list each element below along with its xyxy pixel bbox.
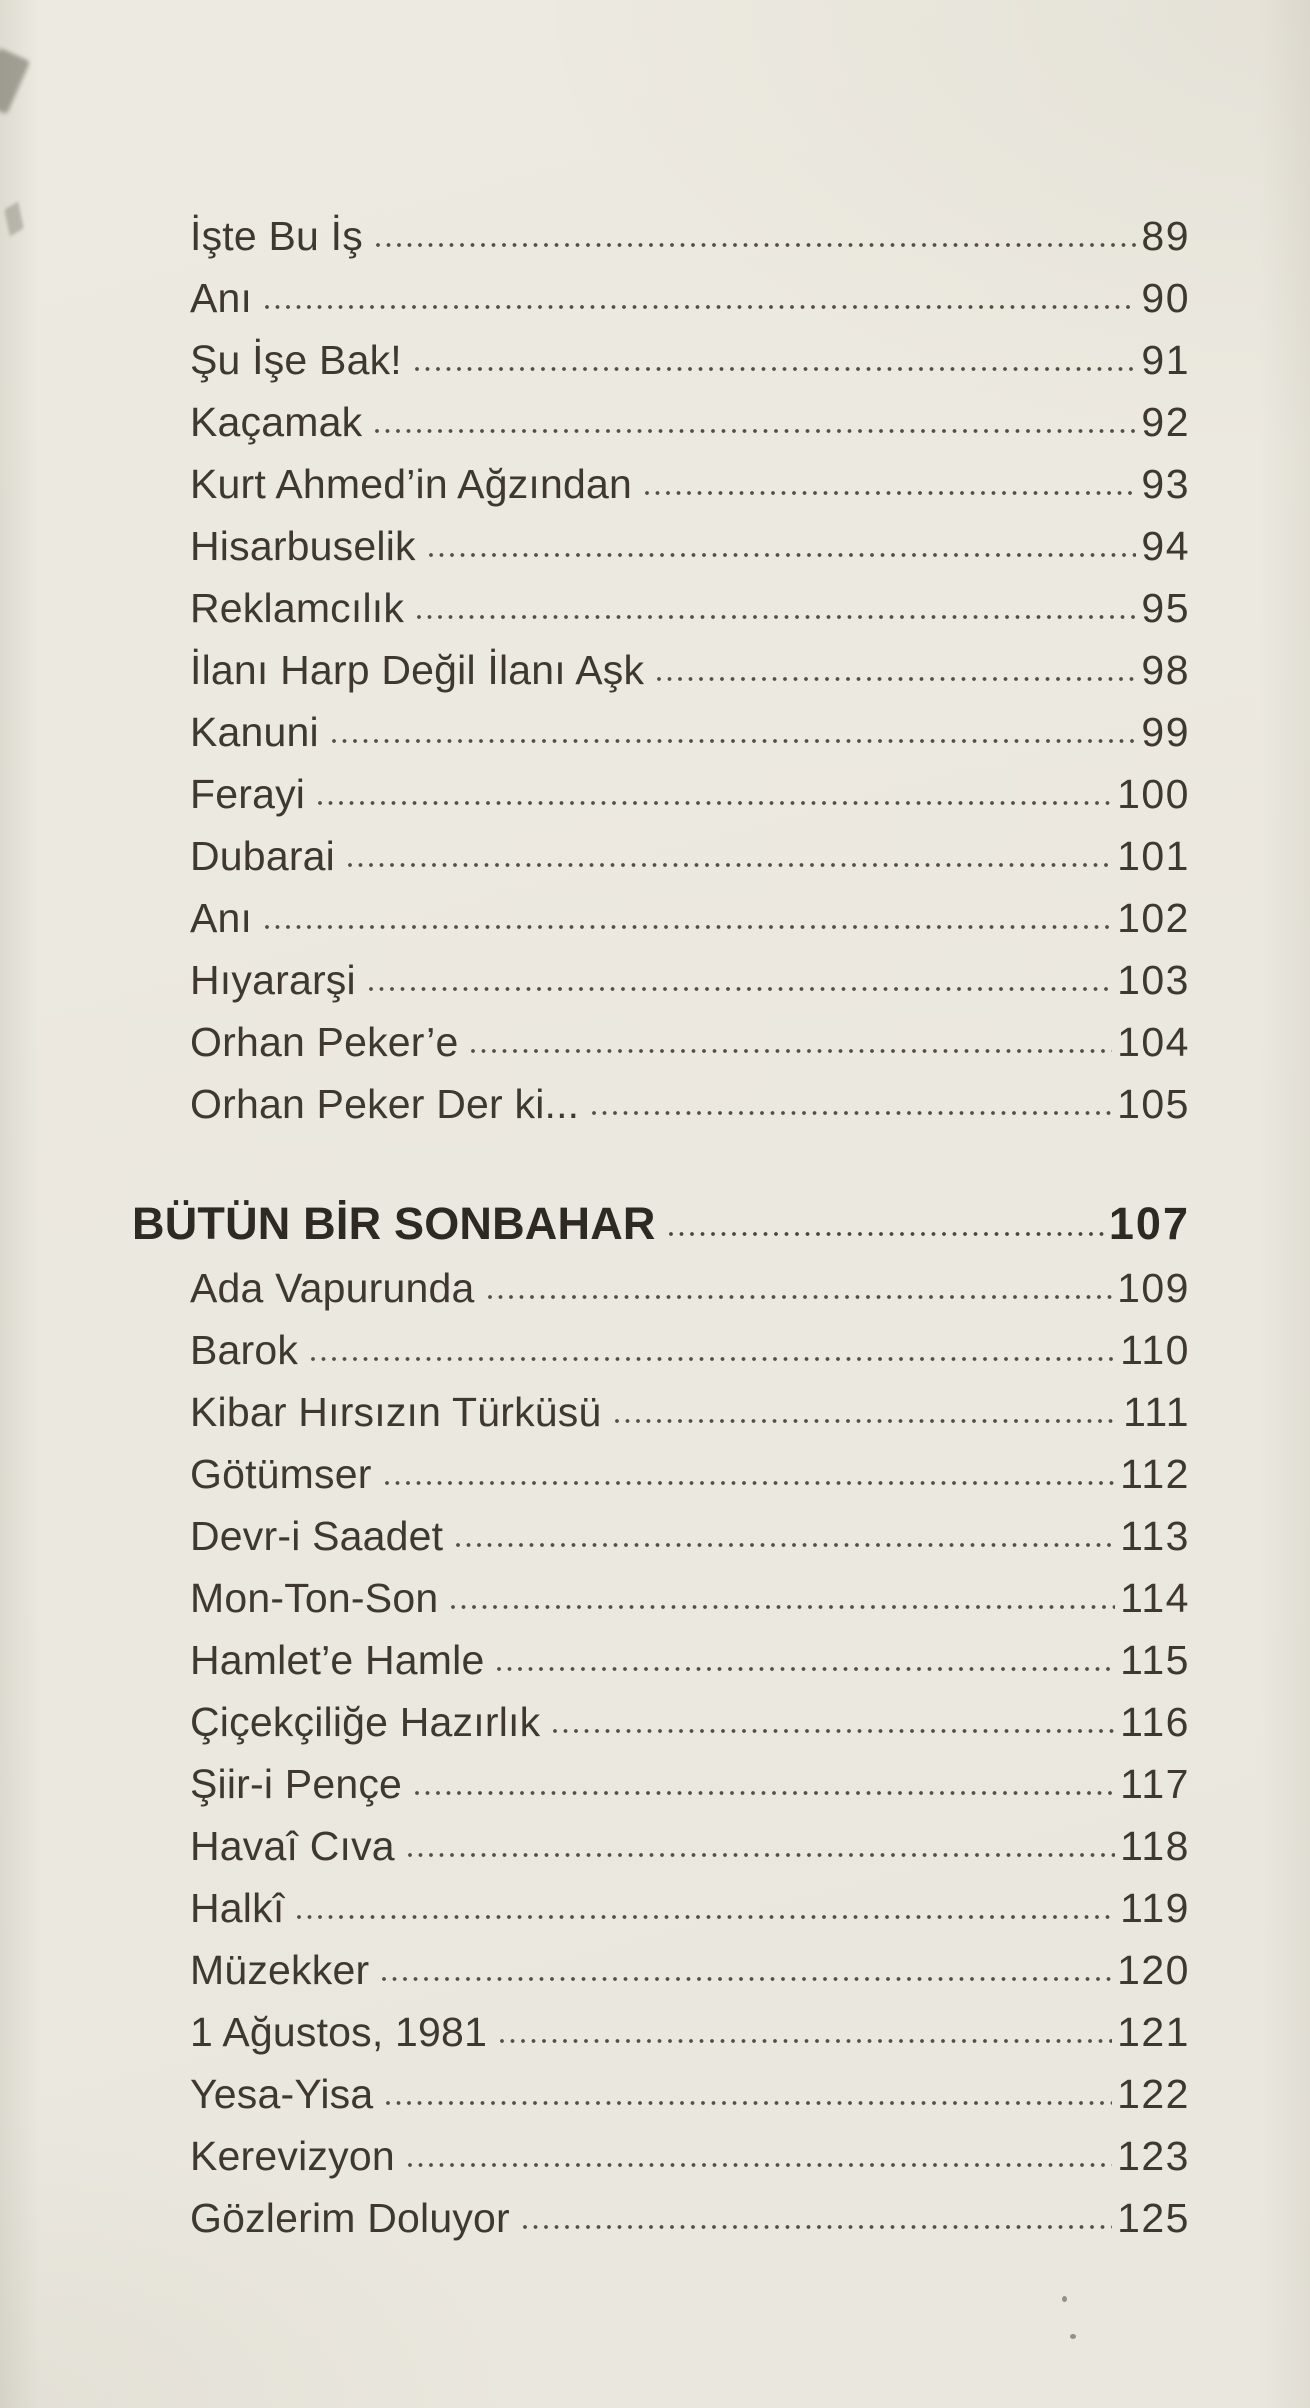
toc-entry-title: Mon-Ton-Son <box>190 1575 439 1622</box>
toc-entry-title: Kanuni <box>190 709 319 756</box>
toc-entry-page-number: 115 <box>1120 1637 1190 1684</box>
dot-leader <box>497 1667 1115 1671</box>
toc-entry-page-number: 90 <box>1141 275 1190 322</box>
toc-row <box>190 1680 1190 1746</box>
toc-row <box>190 2052 1190 2118</box>
toc-entry-title: Reklamcılık <box>190 585 405 632</box>
toc-entry-page-number: 121 <box>1117 2009 1190 2056</box>
dot-leader <box>382 1977 1112 1981</box>
toc-entry-page-number: 122 <box>1117 2071 1190 2118</box>
toc-entry-page-number: 112 <box>1120 1451 1190 1498</box>
toc-row <box>190 628 1190 694</box>
toc-row <box>190 1308 1190 1374</box>
dot-leader <box>451 1605 1115 1609</box>
scan-speck <box>1070 2334 1076 2339</box>
toc-entry-page-number: 98 <box>1141 647 1190 694</box>
toc-row <box>190 194 1190 260</box>
scan-speck <box>1062 2296 1067 2302</box>
dot-leader <box>386 2101 1112 2105</box>
toc-row <box>190 1494 1190 1560</box>
toc-entry-title: Hıyararşi <box>190 957 356 1004</box>
dot-leader <box>415 1791 1115 1795</box>
toc-row <box>190 1062 1190 1128</box>
toc-row <box>190 2176 1190 2242</box>
dot-leader <box>376 243 1136 247</box>
toc-row <box>190 876 1190 942</box>
toc-entry-page-number: 103 <box>1117 957 1190 1004</box>
toc-row <box>190 566 1190 632</box>
toc-row <box>190 1246 1190 1312</box>
toc-entry-page-number: 120 <box>1117 1947 1190 1994</box>
toc-entry-page-number: 94 <box>1141 523 1190 570</box>
toc-entry-page-number: 110 <box>1120 1327 1190 1374</box>
dot-leader <box>297 1915 1115 1919</box>
dot-leader <box>332 739 1137 743</box>
toc-entry-title: Hamlet’e Hamle <box>190 1637 485 1684</box>
toc-entry-title: Ada Vapurunda <box>190 1265 475 1312</box>
toc-entry-title: Ferayi <box>190 771 306 818</box>
toc-entry-page-number: 114 <box>1120 1575 1190 1622</box>
toc-row <box>190 1742 1190 1808</box>
toc-row <box>190 1432 1190 1498</box>
toc-entry-title: Kibar Hırsızın Türküsü <box>190 1389 602 1436</box>
toc-row <box>190 318 1190 384</box>
dot-leader <box>348 863 1112 867</box>
toc-row <box>190 2114 1190 2180</box>
dot-leader <box>408 1853 1115 1857</box>
toc-entry-page-number: 116 <box>1120 1699 1190 1746</box>
toc-entry-page-number: 123 <box>1117 2133 1190 2180</box>
dot-leader <box>311 1357 1115 1361</box>
toc-entry-title: Kaçamak <box>190 399 363 446</box>
toc-entry-title: Anı <box>190 275 253 322</box>
toc-entry-title: 1 Ağustos, 1981 <box>190 2009 488 2056</box>
toc-row <box>190 442 1190 508</box>
toc-entry-page-number: 109 <box>1117 1265 1190 1312</box>
dot-leader <box>592 1111 1112 1115</box>
toc-entry-page-number: 91 <box>1141 337 1190 384</box>
toc-entry-page-number: 113 <box>1120 1513 1190 1560</box>
toc-entry-title: Devr-i Saadet <box>190 1513 444 1560</box>
toc-entry-title: Hisarbuselik <box>190 523 416 570</box>
toc-entry-page-number: 102 <box>1117 895 1190 942</box>
toc-entry-title: Havaî Cıva <box>190 1823 395 1870</box>
toc-row <box>190 814 1190 880</box>
dot-leader <box>375 429 1136 433</box>
toc-entry-page-number: 93 <box>1141 461 1190 508</box>
dot-leader <box>645 491 1136 495</box>
toc-entry-title: Götümser <box>190 1451 372 1498</box>
toc-row <box>190 256 1190 322</box>
toc-entry-title: Orhan Peker’e <box>190 1019 459 1066</box>
table-of-contents <box>132 194 1190 2242</box>
dot-leader <box>456 1543 1115 1547</box>
toc-entry-title: Halkî <box>190 1885 285 1932</box>
toc-row <box>190 1990 1190 2056</box>
toc-entry-title: Kerevizyon <box>190 2133 395 2180</box>
toc-row <box>190 1928 1190 1994</box>
toc-entry-title: Gözlerim Doluyor <box>190 2195 510 2242</box>
toc-entry-page-number: 99 <box>1141 709 1190 756</box>
dot-leader <box>265 305 1136 309</box>
toc-entry-page-number: 118 <box>1120 1823 1190 1870</box>
dot-leader <box>385 1481 1116 1485</box>
dot-leader <box>417 615 1136 619</box>
dot-leader <box>523 2225 1112 2229</box>
toc-entry-page-number: 119 <box>1120 1885 1190 1932</box>
toc-row <box>190 1618 1190 1684</box>
toc-row <box>190 690 1190 756</box>
toc-entry-page-number: 105 <box>1117 1081 1190 1128</box>
toc-entry-page-number: 125 <box>1117 2195 1190 2242</box>
toc-row <box>190 1556 1190 1622</box>
dot-leader <box>669 1232 1104 1236</box>
dot-leader <box>471 1049 1112 1053</box>
dot-leader <box>408 2163 1112 2167</box>
toc-entry-title: Yesa-Yisa <box>190 2071 374 2118</box>
toc-entry-title: Müzekker <box>190 1947 370 1994</box>
toc-entry-page-number: 95 <box>1141 585 1190 632</box>
toc-entry-page-number: 111 <box>1123 1389 1190 1436</box>
toc-entry-title: Kurt Ahmed’in Ağzından <box>190 461 633 508</box>
toc-row <box>190 504 1190 570</box>
toc-entry-title: Orhan Peker Der ki... <box>190 1081 580 1128</box>
dot-leader <box>657 677 1136 681</box>
dot-leader <box>553 1729 1115 1733</box>
toc-row <box>190 752 1190 818</box>
dot-leader <box>369 987 1112 991</box>
toc-entry-title: Çiçekçiliğe Hazırlık <box>190 1699 541 1746</box>
toc-row <box>190 1804 1190 1870</box>
toc-entry-title: Anı <box>190 895 253 942</box>
dot-leader <box>615 1419 1119 1423</box>
toc-row <box>190 1370 1190 1436</box>
dot-leader <box>415 367 1137 371</box>
toc-entry-title: Dubarai <box>190 833 335 880</box>
dot-leader <box>318 801 1112 805</box>
toc-row <box>190 1000 1190 1066</box>
toc-row <box>190 380 1190 446</box>
toc-entry-title: Şu İşe Bak! <box>190 337 402 384</box>
toc-entry-title: İşte Bu İş <box>190 213 363 260</box>
toc-entry-page-number: 117 <box>1120 1761 1190 1808</box>
toc-entry-page-number: 100 <box>1117 771 1190 818</box>
toc-entry-page-number: 92 <box>1141 399 1190 446</box>
toc-entry-title: İlanı Harp Değil İlanı Aşk <box>190 647 645 694</box>
toc-row <box>190 938 1190 1004</box>
toc-section-header <box>132 1178 1190 1250</box>
dot-leader <box>500 2039 1112 2043</box>
toc-entry-title: Şiir-i Pençe <box>190 1761 403 1808</box>
scan-smudge-left-margin <box>4 202 24 237</box>
dot-leader <box>265 925 1112 929</box>
toc-entry-page-number: 104 <box>1117 1019 1190 1066</box>
toc-entry-page-number: 89 <box>1141 213 1190 260</box>
toc-entry-title: BÜTÜN BİR SONBAHAR <box>132 1198 656 1250</box>
scan-smudge-corner <box>0 48 30 115</box>
toc-entry-title: Barok <box>190 1327 299 1374</box>
toc-entry-page-number: 101 <box>1117 833 1190 880</box>
toc-entry-page-number: 107 <box>1108 1198 1190 1250</box>
dot-leader <box>429 553 1137 557</box>
toc-row <box>190 1866 1190 1932</box>
dot-leader <box>488 1295 1113 1299</box>
